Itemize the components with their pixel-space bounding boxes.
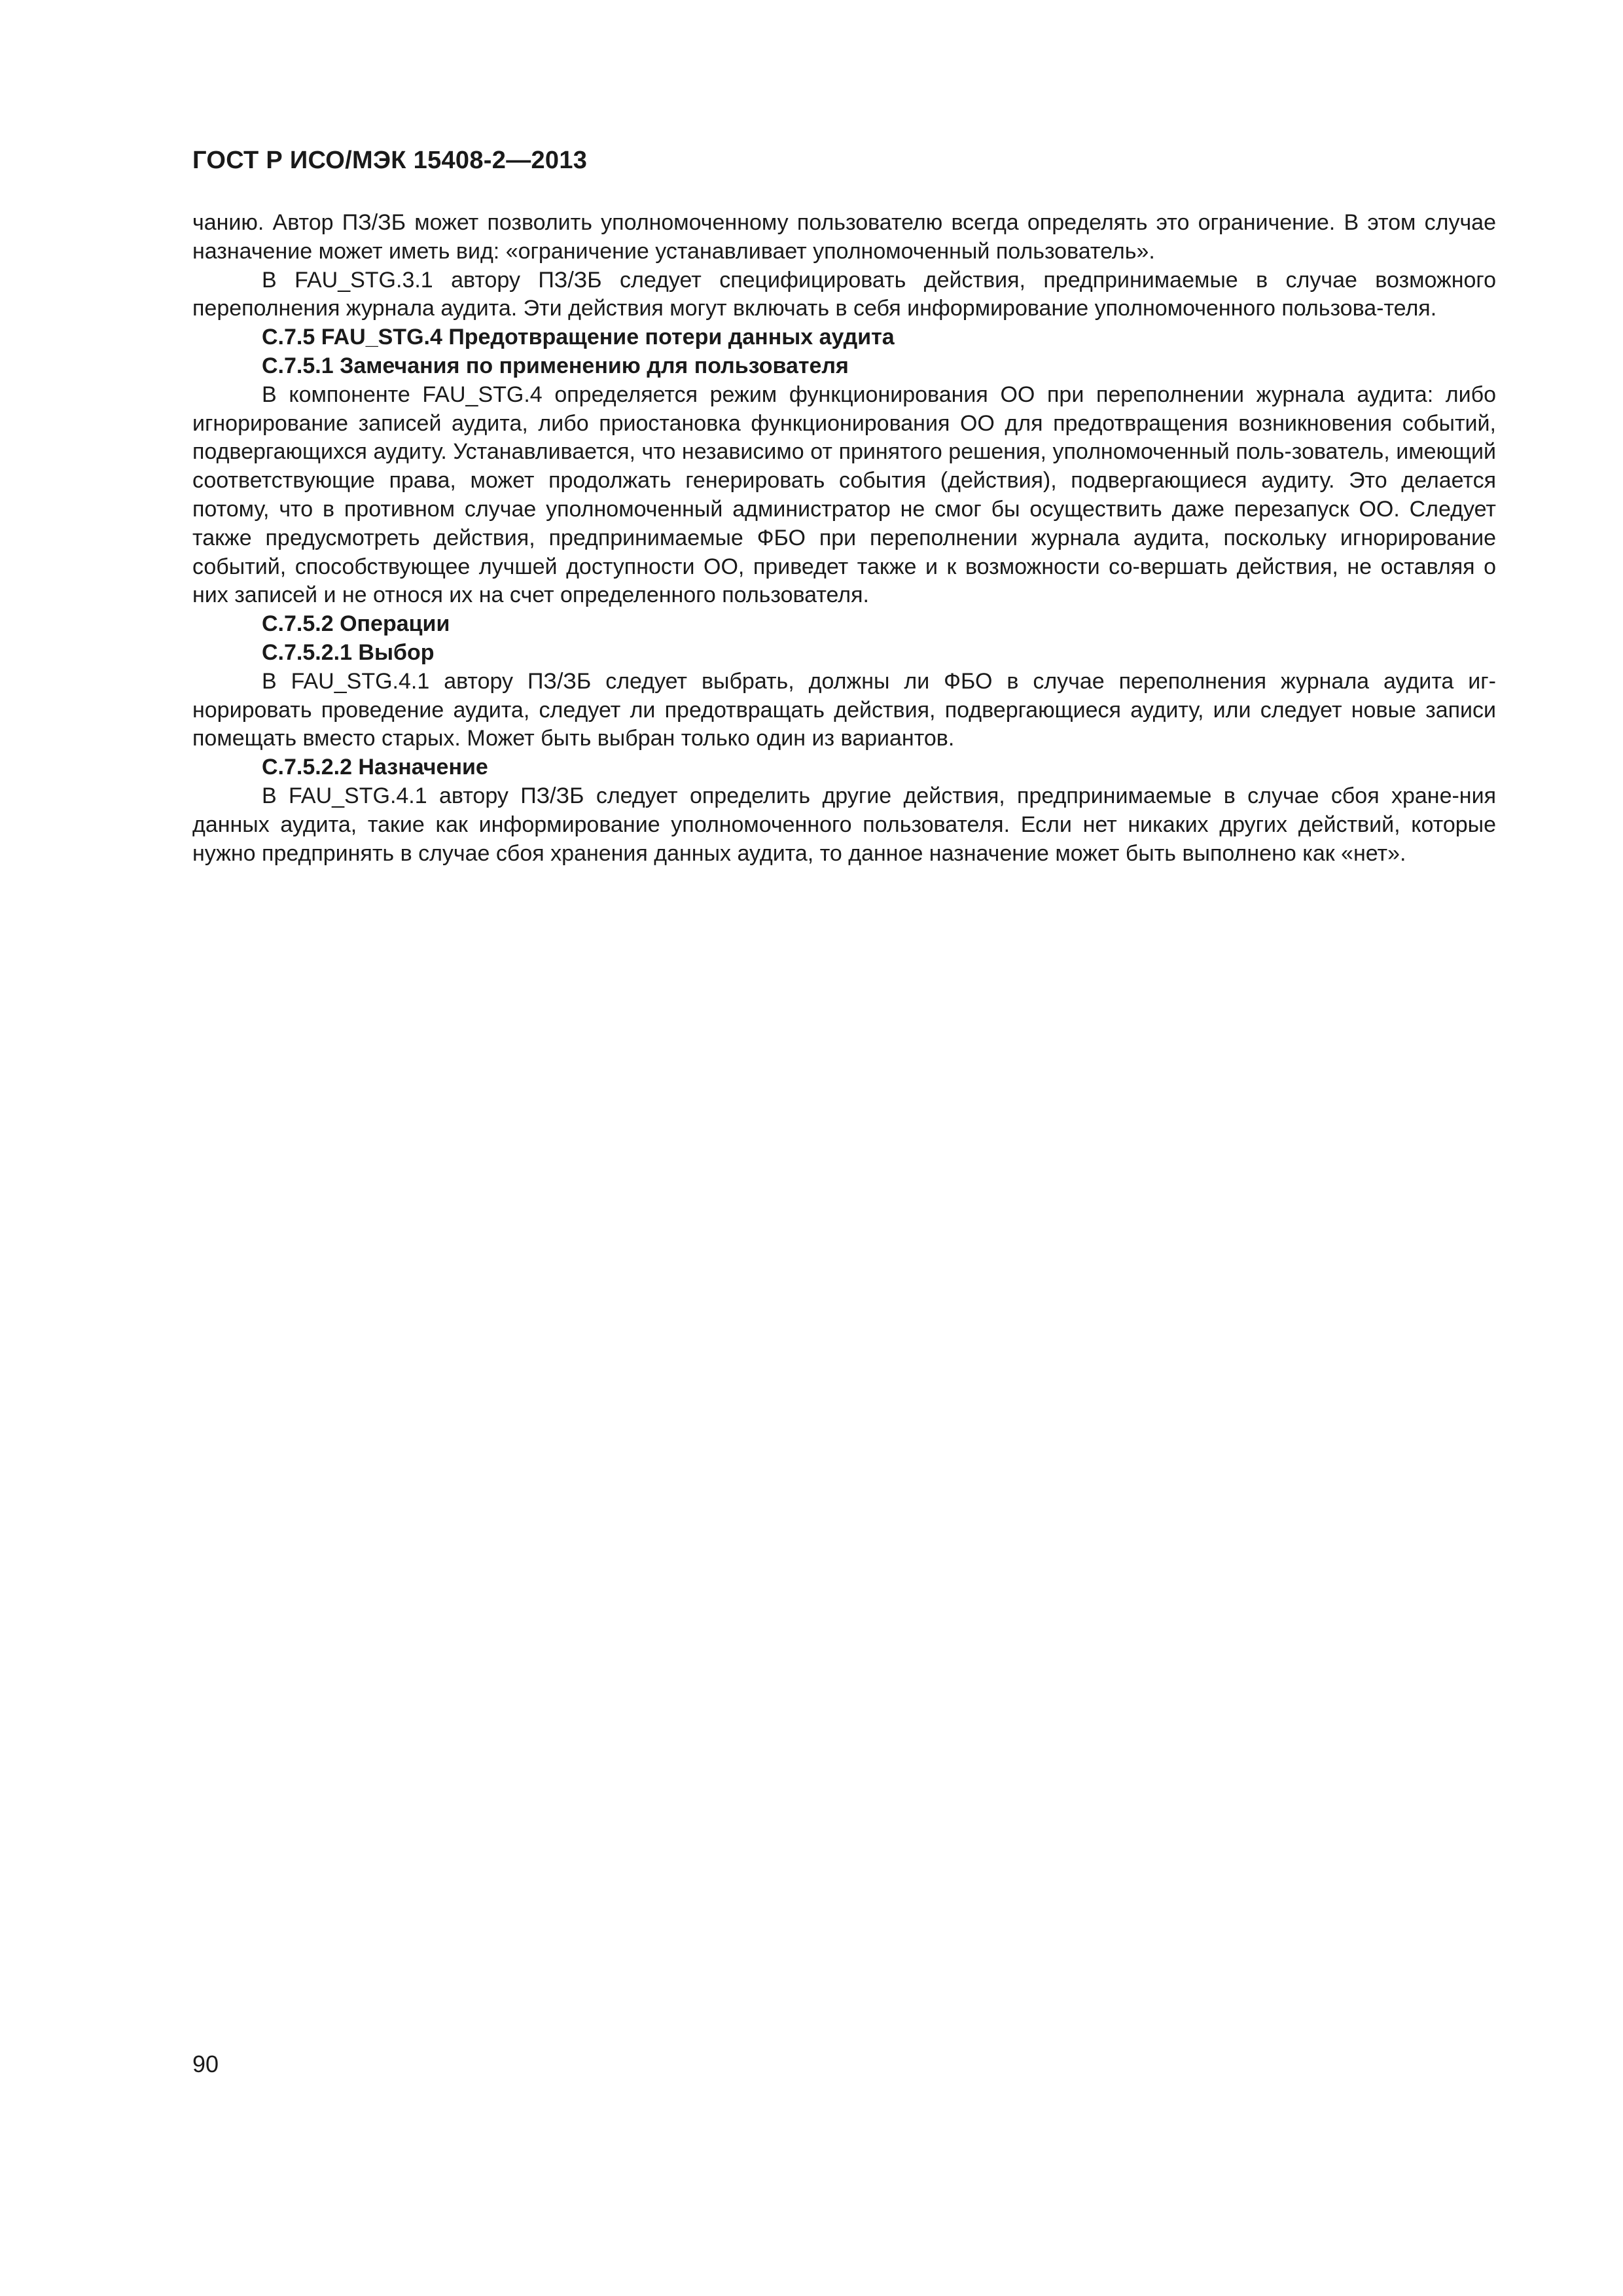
section-heading-c-7-5-1: C.7.5.1 Замечания по применению для пользователя [262, 353, 849, 378]
paragraph-continuation: чанию. Автор ПЗ/ЗБ может позволить уполномоченному пользователю всегда определять это ограничение. В этом случае назначение может иметь вид: «ограничение устанавливает уполномоченный пользователь». [192, 210, 1496, 264]
section-heading-c-7-5: C.7.5 FAU_STG.4 Предотвращение потери данных аудита [262, 325, 895, 350]
page-number: 90 [192, 2051, 219, 2077]
section-heading-c-7-5-2: C.7.5.2 Операции [262, 611, 450, 637]
document-standard-title: ГОСТ Р ИСО/МЭК 15408-2—2013 [192, 147, 588, 174]
section-heading-c-7-5-2-2: C.7.5.2.2 Назначение [262, 755, 488, 780]
paragraph-fau-stg-4-description: В компоненте FAU_STG.4 определяется режим функционирования ОО при переполнении журнала аудита: либо игнорирование записей аудита, либо приостановка функционирования ОО для предотвращения возникновения событий, подвергающихся аудиту. Устанавливается, что независимо от принятого решения, уполномоченный поль-зователь, имеющий соответствующие права, может продолжать генерировать события (действия), подвергающиеся аудиту. Это делается потому, что в противном случае уполномоченный администратор не смог бы осуществить даже перезапуск ОО. Следует также предусмотреть действия, предпринимаемые ФБО при переполнении журнала аудита, поскольку игнорирование событий, способствующее лучшей доступности ОО, приведет также и к возможности со-вершать действия, не оставляя о них записей и не относя их на счет определенного пользователя. [192, 382, 1496, 608]
paragraph-selection: В FAU_STG.4.1 автору ПЗ/ЗБ следует выбрать, должны ли ФБО в случае переполнения журнала аудита иг-норировать проведение аудита, следует ли предотвращать действия, подвергающиеся аудиту, или следует новые записи помещать вместо старых. Может быть выбран только один из вариантов. [192, 668, 1496, 751]
paragraph-assignment: В FAU_STG.4.1 автору ПЗ/ЗБ следует определить другие действия, предпринимаемые в случае сбоя хране-ния данных аудита, такие как информирование уполномоченного пользователя. Если нет никаких других действий, которые нужно предпринять в случае сбоя хранения данных аудита, то данное назначение может быть выполнено как «нет». [192, 783, 1496, 866]
document-body [192, 209, 1496, 868]
section-heading-c-7-5-2-1: C.7.5.2.1 Выбор [262, 639, 435, 665]
paragraph-fau-stg-3-1: В FAU_STG.3.1 автору ПЗ/ЗБ следует специфицировать действия, предпринимаемые в случае возможного переполнения журнала аудита. Эти действия могут включать в себя информирование уполномоченного пользова-теля. [192, 267, 1496, 321]
